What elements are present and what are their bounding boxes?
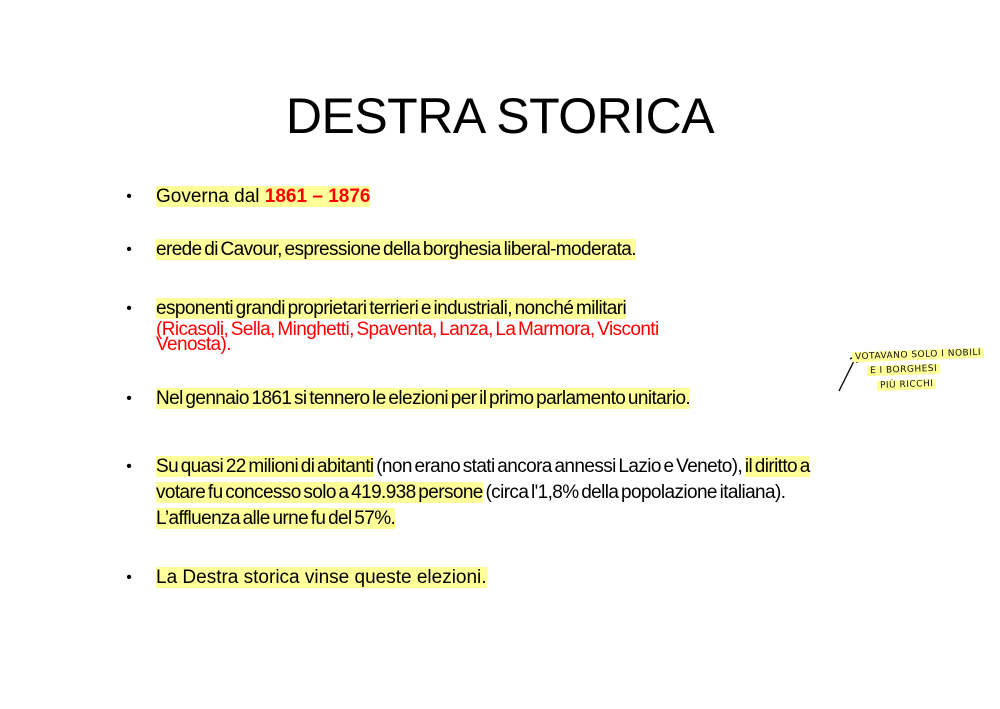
- bullet-text: [156, 296, 856, 355]
- bullet-abitanti: [122, 454, 852, 538]
- abitanti-part4: (circa l'1,8% della popolazione italiana).: [482, 482, 786, 503]
- bullet-dot-icon: •: [126, 241, 132, 258]
- bullet-erede: [122, 237, 852, 265]
- bullet-dot-icon: •: [126, 390, 132, 407]
- note-line-2: E I BORGHESI: [867, 364, 941, 377]
- bullet-vinse: [122, 565, 852, 593]
- abitanti-part1: Su quasi 22 milioni di abitanti: [156, 456, 374, 477]
- bullet-governa: [122, 184, 852, 212]
- gennaio-text: Nel gennaio 1861 si tennero le elezioni per il primo parlamento unitario.: [156, 388, 691, 409]
- erede-text: erede di Cavour, espressione della borghesia liberal-moderata.: [156, 239, 636, 260]
- esponenti-text: esponenti grandi proprietari terrieri e industriali, nonché militari: [156, 298, 627, 319]
- bullet-text: [156, 386, 876, 412]
- abitanti-part5: L’affluenza alle urne fu del 57%.: [156, 508, 396, 529]
- bullet-text: [156, 565, 856, 591]
- abitanti-part3: il diritto a votare fu concesso solo a 419.938 persone: [156, 456, 810, 503]
- handwritten-note: [836, 345, 996, 405]
- esponenti-names-line1: (Ricasoli, Sella, Minghetti, Spaventa, Lanza, La Marmora, Visconti: [156, 319, 659, 340]
- bullet-text: [156, 454, 846, 532]
- esponenti-names-line2: Venosta).: [156, 334, 231, 355]
- governa-prefix: Governa dal: [156, 186, 265, 207]
- vinse-text: La Destra storica vinse queste elezioni.: [156, 567, 487, 588]
- slide-title: DESTRA STORICA: [285, 88, 715, 144]
- bullet-dot-icon: •: [126, 569, 132, 586]
- note-line-1: VOTAVANO SOLO I NOBILI: [852, 348, 984, 363]
- abitanti-part2: (non erano stati ancora annessi Lazio e Veneto),: [373, 456, 745, 477]
- bullet-dot-icon: •: [126, 300, 132, 317]
- bullet-dot-icon: •: [126, 188, 132, 205]
- note-line-3: PIÙ RICCHI: [877, 379, 937, 391]
- bullet-dot-icon: •: [126, 458, 132, 475]
- bullet-text: [156, 237, 856, 263]
- bullet-gennaio: [122, 386, 852, 414]
- bullet-esponenti: [122, 296, 852, 360]
- governa-years: 1861 – 1876: [264, 186, 371, 207]
- bullet-text: [156, 184, 856, 210]
